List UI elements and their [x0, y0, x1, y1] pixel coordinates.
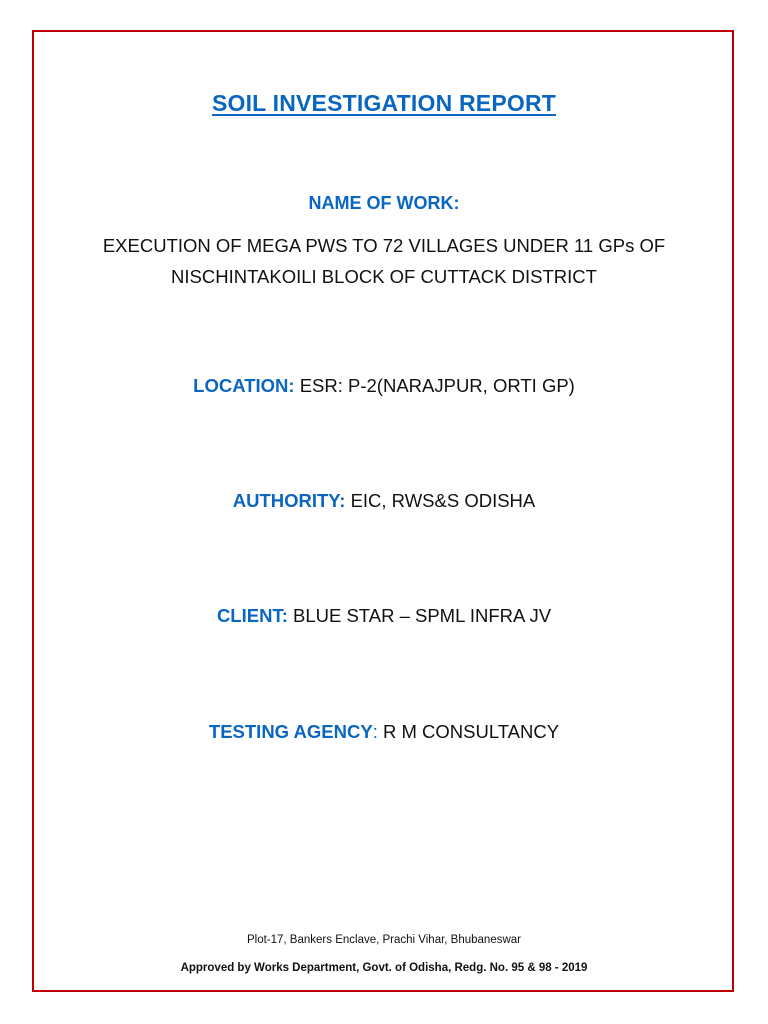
name-of-work-label: NAME OF WORK:	[308, 193, 460, 213]
name-of-work-line-1: EXECUTION OF MEGA PWS TO 72 VILLAGES UNDER 11 GPs OF	[102, 235, 666, 256]
testing-agency-label: TESTING AGENCY	[208, 721, 373, 742]
authority-row	[0, 490, 768, 512]
client-label: CLIENT:	[216, 605, 288, 626]
name-of-work-text	[0, 230, 768, 292]
client-value: BLUE STAR – SPML INFRA JV	[293, 605, 552, 626]
testing-agency-value: R M CONSULTANCY	[382, 721, 560, 742]
authority-value: EIC, RWS&S ODISHA	[350, 490, 536, 511]
authority-label: AUTHORITY:	[232, 490, 346, 511]
location-value: ESR: P-2(NARAJPUR, ORTI GP)	[299, 375, 575, 396]
footer-approval: Approved by Works Department, Govt. of Odisha, Redg. No. 95 & 98 - 2019	[180, 962, 588, 974]
name-of-work-line-2: NISCHINTAKOILI BLOCK OF CUTTACK DISTRICT	[171, 266, 597, 287]
client-row	[0, 605, 768, 627]
location-label: LOCATION:	[193, 375, 295, 396]
location-row	[0, 375, 768, 397]
testing-agency-colon: :	[372, 721, 378, 742]
testing-agency-row	[0, 721, 768, 743]
footer-address: Plot-17, Bankers Enclave, Prachi Vihar, Bhubaneswar	[246, 934, 522, 946]
report-title: SOIL INVESTIGATION REPORT	[211, 90, 557, 116]
